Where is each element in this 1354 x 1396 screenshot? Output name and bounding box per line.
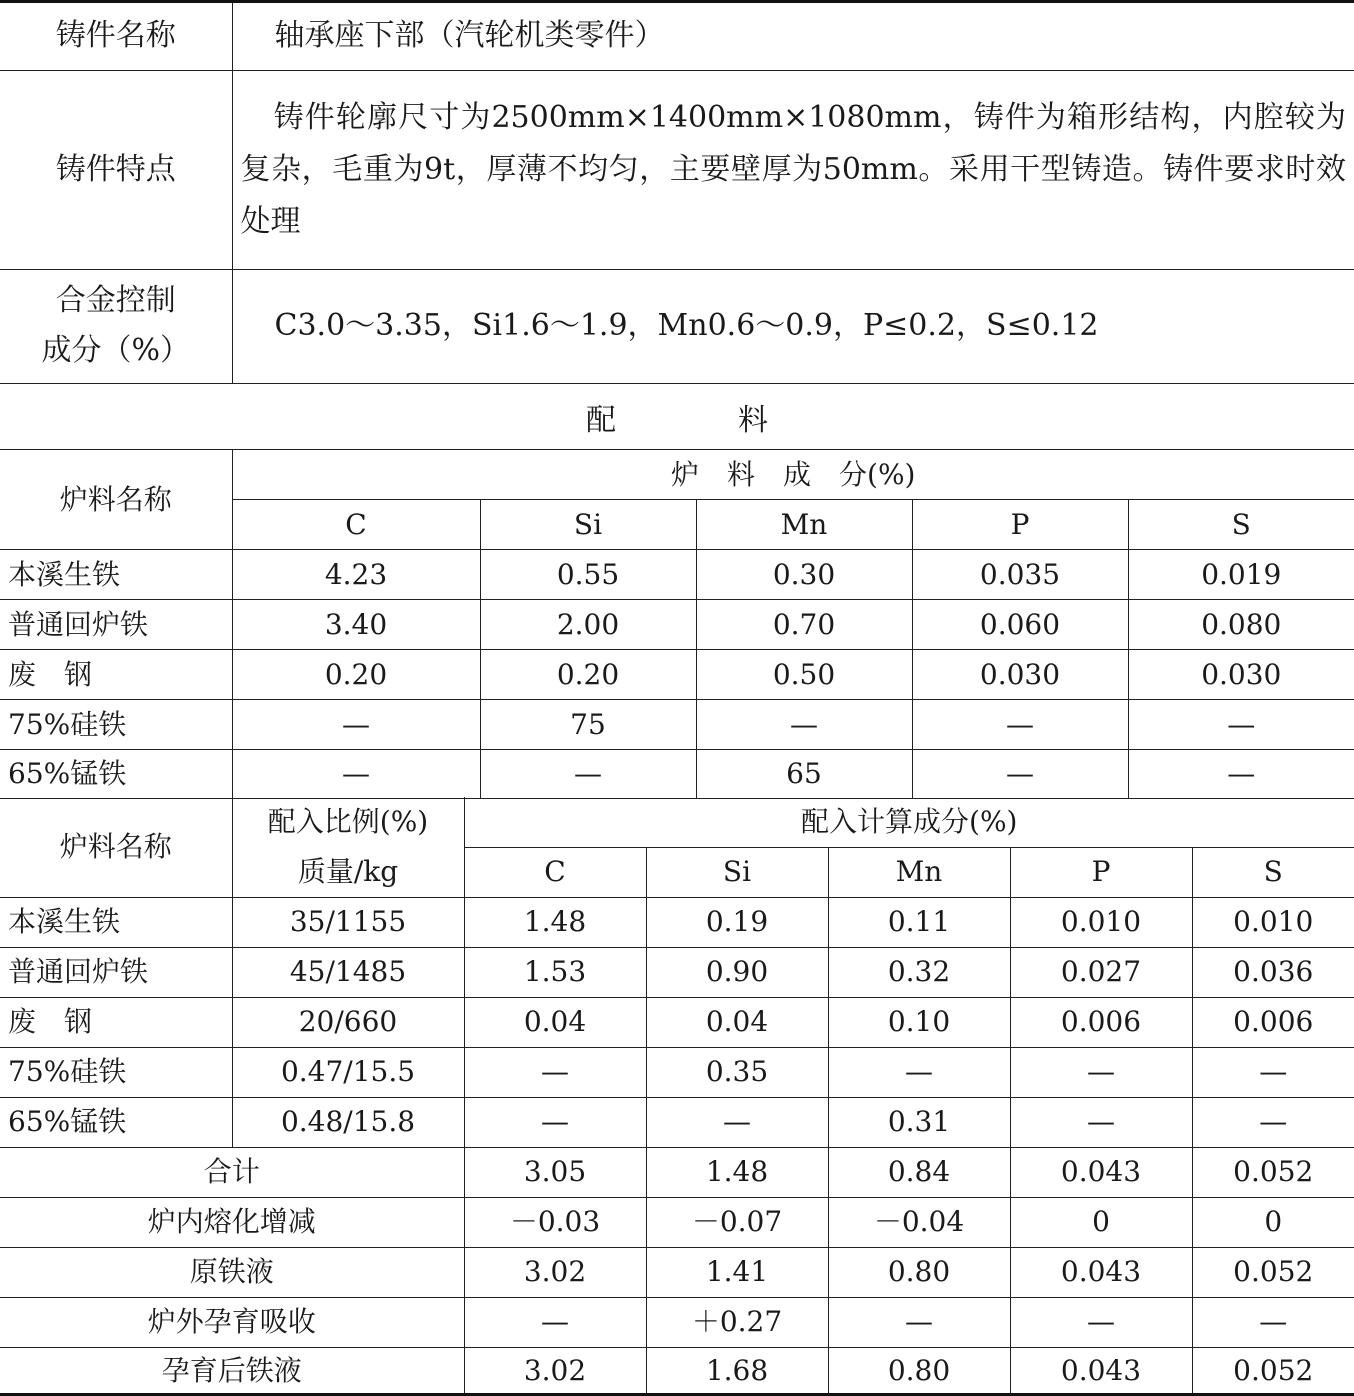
cell-s: — (1128, 700, 1354, 750)
cell-mn: 0.80 (828, 1247, 1010, 1297)
cell-p: — (912, 700, 1128, 750)
cell-mn: — (828, 1297, 1010, 1347)
row-name: 本溪生铁 (0, 897, 232, 947)
table-row (0, 550, 1354, 600)
cell-mn: 0.31 (828, 1097, 1010, 1147)
cell-s: 0.006 (1192, 997, 1354, 1047)
summary-row (0, 1347, 1354, 1394)
casting-feature-text: 铸件轮廓尺寸为2500mm×1400mm×1080mm，铸件为箱形结构，内腔较为复杂，毛重为9t，厚薄不均匀，主要壁厚为50mm。采用干型铸造。铸件要求时效处理 (240, 99, 1346, 239)
cell-s: — (1128, 750, 1354, 799)
summary-name: 原铁液 (0, 1247, 464, 1297)
summary-name: 炉内熔化增减 (0, 1197, 464, 1247)
alloy-label-line2: 成分（%） (41, 333, 190, 368)
cell-s: 0.052 (1192, 1347, 1354, 1394)
col-header-mn: Mn (696, 500, 912, 550)
cell-p: — (912, 750, 1128, 799)
table-row (0, 1097, 1354, 1147)
row-name: 65%锰铁 (0, 750, 232, 799)
row-name: 65%锰铁 (0, 1097, 232, 1147)
cell-ratio: 45/1485 (232, 947, 464, 997)
summary-name: 合计 (0, 1147, 464, 1197)
col-header-si: Si (646, 847, 828, 897)
cell-p: — (1010, 1297, 1192, 1347)
cell-c: 4.23 (232, 550, 480, 600)
cell-c: — (464, 1297, 646, 1347)
cell-s: 0.036 (1192, 947, 1354, 997)
row-name: 本溪生铁 (0, 550, 232, 600)
table-row (0, 750, 1354, 799)
cell-ratio: 0.47/15.5 (232, 1047, 464, 1097)
row-name: 75%硅铁 (0, 1047, 232, 1097)
cell-mn: 0.32 (828, 947, 1010, 997)
casting-info-table (0, 0, 1354, 383)
cell-mn: 0.11 (828, 897, 1010, 947)
cell-c: －0.03 (464, 1197, 646, 1247)
cell-mn: 0.10 (828, 997, 1010, 1047)
cell-s: — (1192, 1297, 1354, 1347)
table-row (0, 1047, 1354, 1097)
cell-c: 3.02 (464, 1347, 646, 1394)
col-header-c: C (232, 500, 480, 550)
cell-c: — (464, 1047, 646, 1097)
alloy-label (0, 269, 232, 383)
cell-si: ＋0.27 (646, 1297, 828, 1347)
cell-mn: — (696, 700, 912, 750)
table-row (0, 897, 1354, 947)
section-title-char-2: 料 (738, 402, 768, 438)
section-title (0, 383, 1354, 450)
cell-si: — (646, 1097, 828, 1147)
cell-si: 0.04 (646, 997, 828, 1047)
summary-row (0, 1197, 1354, 1247)
casting-name-value: 轴承座下部（汽轮机类零件） (232, 3, 1354, 70)
cell-c: — (232, 700, 480, 750)
cell-c: — (232, 750, 480, 799)
cell-si: 0.55 (480, 550, 696, 600)
cell-si: 1.68 (646, 1347, 828, 1394)
cell-mn: 0.80 (828, 1347, 1010, 1394)
ratio-header: 配入比例(%) (232, 797, 464, 847)
cell-p: 0.043 (1010, 1247, 1192, 1297)
cell-s: 0.030 (1128, 650, 1354, 700)
col-header-s: S (1128, 500, 1354, 550)
table-row (0, 650, 1354, 700)
cell-mn: 0.30 (696, 550, 912, 600)
summary-row (0, 1247, 1354, 1297)
cell-s: 0 (1192, 1197, 1354, 1247)
cell-s: 0.052 (1192, 1247, 1354, 1297)
cell-mn: 0.84 (828, 1147, 1010, 1197)
casting-name-label: 铸件名称 (0, 3, 232, 70)
summary-row (0, 1147, 1354, 1197)
cell-si: 0.20 (480, 650, 696, 700)
cell-p: 0.030 (912, 650, 1128, 700)
cell-p: 0.010 (1010, 897, 1192, 947)
cell-c: 0.20 (232, 650, 480, 700)
charge-composition-group-header: 炉 料 成 分(%) (232, 450, 1354, 500)
cell-si: 1.41 (646, 1247, 828, 1297)
cell-c: 0.04 (464, 997, 646, 1047)
row-name: 废 钢 (0, 650, 232, 700)
alloy-label-line1: 合金控制 (55, 283, 176, 318)
cell-p: 0.027 (1010, 947, 1192, 997)
col-header-p: P (912, 500, 1128, 550)
summary-name: 孕育后铁液 (0, 1347, 464, 1394)
cell-s: 0.080 (1128, 600, 1354, 650)
cell-c: 1.53 (464, 947, 646, 997)
cell-mn: －0.04 (828, 1197, 1010, 1247)
cell-mn: 0.50 (696, 650, 912, 700)
cell-p: 0 (1010, 1197, 1192, 1247)
col-header-si: Si (480, 500, 696, 550)
summary-row (0, 1297, 1354, 1347)
cell-p: 0.060 (912, 600, 1128, 650)
table-row (0, 997, 1354, 1047)
cell-si: －0.07 (646, 1197, 828, 1247)
cell-c: 3.40 (232, 600, 480, 650)
charge-name-header: 炉料名称 (0, 450, 232, 550)
cell-p: — (1010, 1097, 1192, 1147)
casting-feature-cell (232, 70, 1354, 269)
table-row (0, 947, 1354, 997)
summary-name: 炉外孕育吸收 (0, 1297, 464, 1347)
calc-name-header: 炉料名称 (0, 797, 232, 897)
cell-s: 0.010 (1192, 897, 1354, 947)
mass-header: 质量/kg (232, 847, 464, 897)
cell-p: 0.006 (1010, 997, 1192, 1047)
cell-p: — (1010, 1047, 1192, 1097)
cell-si: 0.90 (646, 947, 828, 997)
cell-ratio: 0.48/15.8 (232, 1097, 464, 1147)
cell-s: 0.019 (1128, 550, 1354, 600)
cell-s: 0.052 (1192, 1147, 1354, 1197)
cell-si: 1.48 (646, 1147, 828, 1197)
table-row (0, 600, 1354, 650)
cell-si: 0.35 (646, 1047, 828, 1097)
calc-group-header: 配入计算成分(%) (464, 797, 1354, 847)
cell-p: 0.043 (1010, 1147, 1192, 1197)
col-header-s: S (1192, 847, 1354, 897)
cell-c: 3.02 (464, 1247, 646, 1297)
row-name: 普通回炉铁 (0, 600, 232, 650)
row-name: 普通回炉铁 (0, 947, 232, 997)
cell-p: 0.043 (1010, 1347, 1192, 1394)
row-name: 75%硅铁 (0, 700, 232, 750)
cell-si: 75 (480, 700, 696, 750)
cell-ratio: 20/660 (232, 997, 464, 1047)
casting-feature-label: 铸件特点 (0, 70, 232, 269)
charge-composition-table (0, 449, 1354, 799)
col-header-c: C (464, 847, 646, 897)
row-name: 废 钢 (0, 997, 232, 1047)
cell-c: 1.48 (464, 897, 646, 947)
table-row (0, 700, 1354, 750)
section-title-char-1: 配 (586, 402, 616, 438)
cell-si: 0.19 (646, 897, 828, 947)
charge-calculation-table (0, 797, 1354, 1394)
col-header-p: P (1010, 847, 1192, 897)
cell-si: — (480, 750, 696, 799)
alloy-value: C3.0～3.35，Si1.6～1.9，Mn0.6～0.9，P≤0.2，S≤0.12 (232, 269, 1354, 383)
cell-c: — (464, 1097, 646, 1147)
cell-si: 2.00 (480, 600, 696, 650)
cell-s: — (1192, 1047, 1354, 1097)
cell-mn: 65 (696, 750, 912, 799)
col-header-mn: Mn (828, 847, 1010, 897)
cell-ratio: 35/1155 (232, 897, 464, 947)
cell-mn: — (828, 1047, 1010, 1097)
cell-mn: 0.70 (696, 600, 912, 650)
cell-c: 3.05 (464, 1147, 646, 1197)
cell-s: — (1192, 1097, 1354, 1147)
cell-p: 0.035 (912, 550, 1128, 600)
